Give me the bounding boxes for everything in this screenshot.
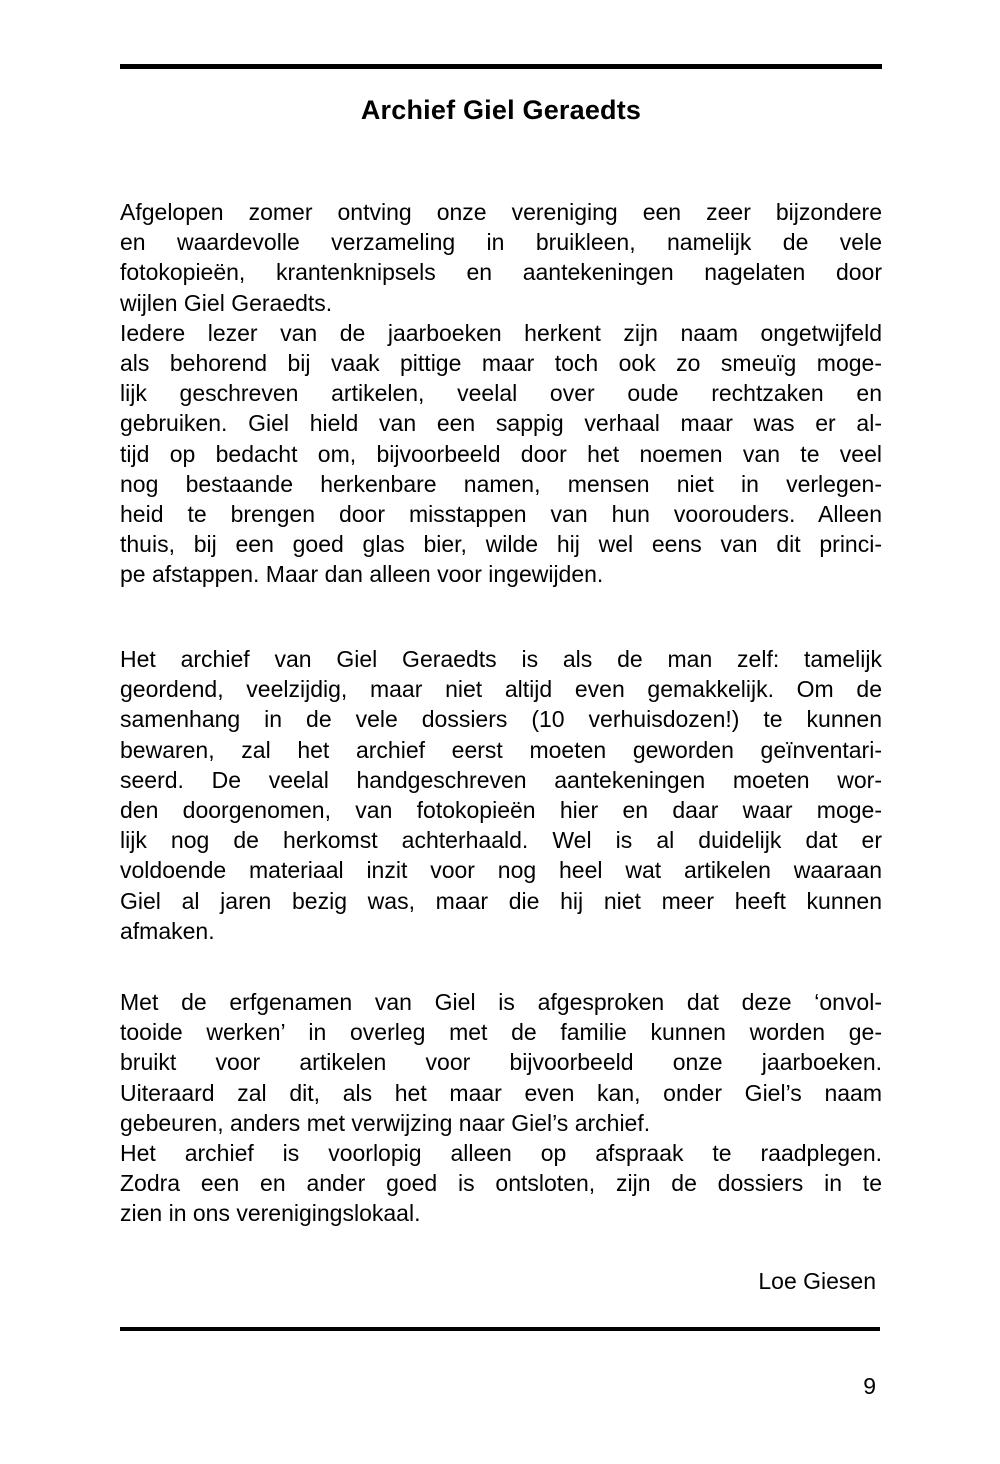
text-line: bruikt voor artikelen voor bijvoorbeeld onze jaarboeken. — [120, 1049, 882, 1076]
text-line: lijk nog de herkomst achterhaald. Wel is al duidelijk dat er — [120, 827, 882, 854]
text-line: Giel al jaren bezig was, maar die hij niet meer heeft kunnen — [120, 887, 882, 914]
text-line: den doorgenomen, van fotokopieën hier en daar waar moge- — [120, 796, 882, 823]
text-line: Afgelopen zomer ontving onze vereniging een zeer bijzondere — [120, 199, 882, 225]
top-rule — [120, 64, 882, 69]
text-line: afmaken. — [120, 917, 215, 944]
text-line: lijk geschreven artikelen, veelal over oude rechtzaken en — [120, 380, 882, 407]
text-line: samenhang in de vele dossiers (10 verhuisdozen!) te kunnen — [120, 706, 882, 733]
paragraph-intro — [120, 197, 882, 589]
text-line: geordend, veelzijdig, maar niet altijd even gemakkelijk. Om de — [120, 676, 882, 703]
text-line: Zodra een en ander goed is ontsloten, zijn de dossiers in te — [120, 1170, 882, 1197]
text-line: voldoende materiaal inzit voor nog heel wat artikelen waaraan — [120, 857, 882, 884]
text-line: tijd op bedacht om, bijvoorbeeld door het noemen van te veel — [120, 440, 882, 467]
text-line: Het archief van Giel Geraedts is als de man zelf: tamelijk — [120, 646, 882, 672]
text-line: wijlen Giel Geraedts. — [120, 289, 333, 316]
text-line: nog bestaande herkenbare namen, mensen niet in verlegen- — [120, 470, 882, 497]
text-line: en waardevolle verzameling in bruikleen, namelijk de vele — [120, 229, 882, 256]
author-signature: Loe Giesen — [758, 1268, 876, 1294]
text-line: heid te brengen door misstappen van hun voorouders. Alleen — [120, 500, 882, 527]
text-line: Iedere lezer van de jaarboeken herkent zijn naam ongetwijfeld — [120, 319, 882, 346]
text-line: Uiteraard zal dit, als het maar even kan, onder Giel’s naam — [120, 1079, 882, 1106]
paragraph-archive — [120, 644, 882, 946]
text-line: zien in ons verenigingslokaal. — [120, 1200, 421, 1227]
paragraph-heirs — [120, 987, 882, 1229]
text-line: gebruiken. Giel hield van een sappig verhaal maar was er al- — [120, 410, 882, 437]
page-title: Archief Giel Geraedts — [360, 95, 642, 125]
text-line: fotokopieën, krantenknipsels en aantekeningen nagelaten door — [120, 259, 882, 286]
text-line: thuis, bij een goed glas bier, wilde hij wel eens van dit princi- — [120, 531, 882, 558]
text-line: als behorend bij vaak pittige maar toch ook zo smeuïg moge- — [120, 349, 882, 376]
text-line: Met de erfgenamen van Giel is afgesproken dat deze ‘onvol- — [120, 989, 882, 1015]
page-number: 9 — [863, 1373, 876, 1399]
text-line: pe afstappen. Maar dan alleen voor ingewijden. — [120, 561, 604, 588]
text-line: Het archief is voorlopig alleen op afspraak te raadplegen. — [120, 1139, 882, 1166]
bottom-rule — [120, 1327, 880, 1331]
text-line: tooide werken’ in overleg met de familie kunnen worden ge- — [120, 1019, 882, 1046]
text-line: gebeuren, anders met verwijzing naar Giel’s archief. — [120, 1109, 651, 1136]
text-line: seerd. De veelal handgeschreven aantekeningen moeten wor- — [120, 766, 882, 793]
text-line: bewaren, zal het archief eerst moeten geworden geïnventari- — [120, 736, 882, 763]
